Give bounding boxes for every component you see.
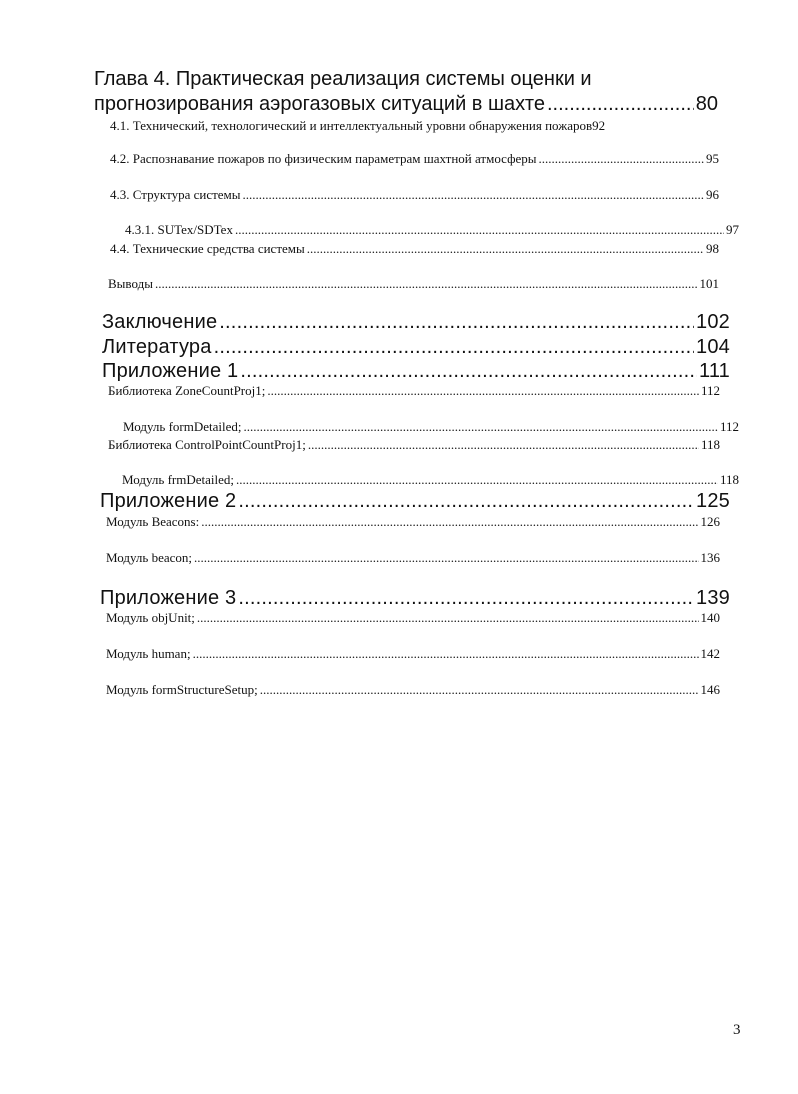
toc-entry-conclusion	[102, 311, 730, 334]
entry-text: Заключение	[102, 311, 218, 333]
entry-text: Модуль formDetailed;	[123, 419, 242, 434]
entry-text: Приложение 3	[100, 587, 237, 609]
leader-dots	[197, 610, 699, 626]
leader-dots	[238, 587, 694, 610]
toc-entry-appendix-3	[100, 587, 730, 610]
entry-page: 136	[700, 550, 720, 565]
entry-text: Литература	[102, 336, 212, 358]
entry-page: 118	[700, 437, 720, 452]
entry-text: Приложение 1	[102, 360, 239, 382]
toc-entry-objunit-module	[106, 610, 720, 626]
toc-entry-4-4	[110, 241, 719, 257]
entry-page: 95	[706, 151, 719, 166]
leader-dots	[193, 646, 699, 662]
toc-entry-controlpoint-library	[108, 437, 720, 453]
entry-text: Приложение 2	[100, 490, 237, 512]
entry-page: 125	[696, 490, 730, 512]
entry-page: 111	[698, 360, 730, 382]
leader-dots	[194, 550, 699, 566]
entry-text: 4.3.1. SUTex/SDTex	[125, 222, 233, 237]
entry-text: Библиотека ControlPointCountProj1;	[108, 437, 306, 452]
entry-page: 142	[700, 646, 720, 661]
toc-entry-4-3-1	[125, 222, 739, 238]
leader-dots	[308, 437, 699, 453]
page-number: 3	[733, 1022, 741, 1038]
entry-page: 104	[696, 336, 730, 358]
leader-dots	[267, 383, 699, 399]
toc-entry-literature	[102, 336, 730, 359]
entry-page: 92	[592, 118, 606, 133]
toc-entry-4-3	[110, 187, 719, 203]
chapter-4-title-line-2	[94, 93, 718, 116]
toc-entry-4-2	[110, 151, 719, 167]
toc-entry-zonecount-library	[108, 383, 720, 399]
toc-entry-frmdetailed	[122, 472, 739, 488]
entry-text: Модуль human;	[106, 646, 191, 661]
entry-page: 98	[706, 241, 719, 256]
entry-page: 146	[700, 682, 720, 697]
entry-page: 96	[706, 187, 719, 202]
toc-entry-human-module	[106, 646, 720, 662]
leader-dots	[547, 93, 694, 116]
entry-text: 4.2. Распознавание пожаров по физическим параметрам шахтной атмосферы	[110, 151, 537, 166]
entry-page: 118	[719, 472, 739, 487]
leader-dots	[219, 311, 694, 334]
leader-dots	[243, 187, 704, 203]
chapter-4-title-line-1: Глава 4. Практическая реализация системы оценки и	[94, 68, 592, 90]
leader-dots	[260, 682, 699, 698]
leader-dots	[214, 336, 694, 359]
entry-text: Модуль frmDetailed;	[122, 472, 234, 487]
entry-page: 101	[699, 276, 719, 291]
chapter-4-page-number: 80	[695, 93, 718, 115]
leader-dots	[155, 276, 698, 292]
leader-dots	[201, 514, 698, 530]
entry-text: 4.4. Технические средства системы	[110, 241, 305, 256]
entry-page: 97	[726, 222, 739, 237]
leader-dots	[240, 360, 697, 383]
entry-page: 102	[696, 311, 730, 333]
entry-page: 140	[700, 610, 720, 625]
leader-dots	[235, 222, 724, 238]
toc-entry-conclusions	[108, 276, 719, 292]
leader-dots	[236, 472, 718, 488]
entry-text: 4.1. Технический, технологический и интеллектуальный уровни обнаружения пожаров	[110, 118, 593, 133]
leader-dots	[307, 241, 704, 257]
entry-text: Модуль objUnit;	[106, 610, 195, 625]
entry-page: 126	[700, 514, 720, 529]
toc-entry-formstructuresetup-module	[106, 682, 720, 698]
leader-dots	[238, 490, 694, 513]
toc-entry-beacons-module	[106, 514, 720, 530]
leader-dots	[539, 151, 704, 167]
entry-page: 139	[696, 587, 730, 609]
toc-entry-appendix-2	[100, 490, 730, 513]
entry-page: 112	[700, 383, 720, 398]
toc-entry-4-1	[110, 118, 723, 134]
entry-text: Модуль formStructureSetup;	[106, 682, 258, 697]
entry-page: 112	[719, 419, 739, 434]
entry-text: Модуль beacon;	[106, 550, 192, 565]
toc-entry-formdetailed	[123, 419, 739, 435]
entry-text: Библиотека ZoneCountProj1;	[108, 383, 266, 398]
leader-dots	[244, 419, 718, 435]
chapter-4-title-text: прогнозирования аэрогазовых ситуаций в шахте	[94, 93, 545, 115]
entry-text: Выводы	[108, 276, 153, 291]
toc-entry-appendix-1	[102, 360, 730, 383]
entry-text: Модуль Beacons:	[106, 514, 200, 529]
entry-text: 4.3. Структура системы	[110, 187, 241, 202]
toc-entry-beacon-module	[106, 550, 720, 566]
